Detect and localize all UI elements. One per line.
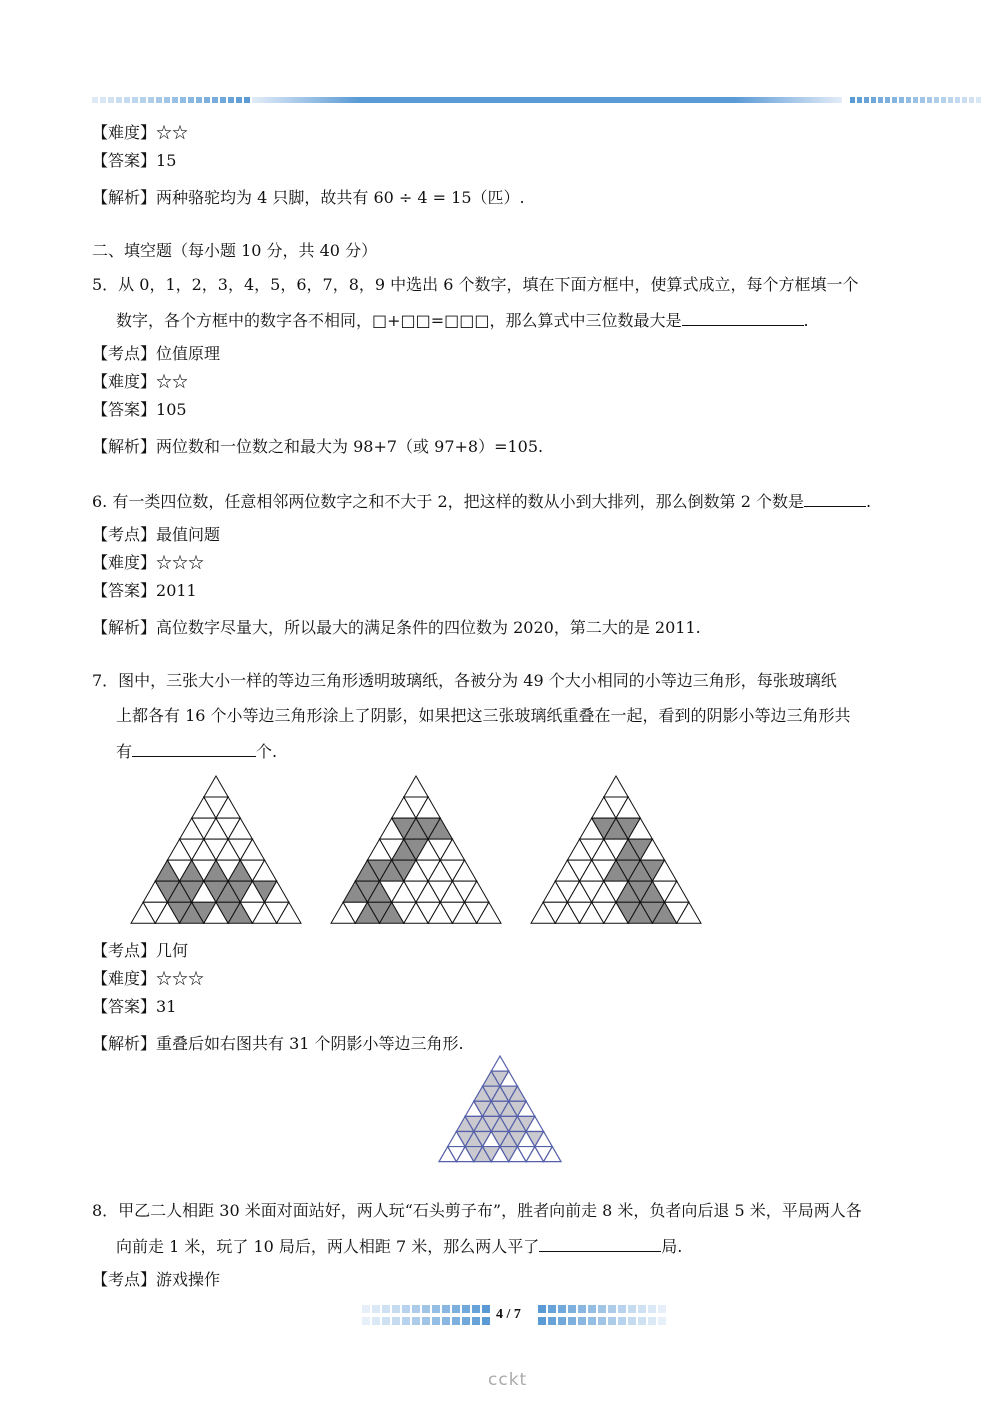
q7-line3: 有 个. — [116, 742, 278, 761]
q4-analysis: 【解析】两种骆驼均为 4 只脚，故共有 60 ÷ 4 = 15（匹）. — [92, 188, 525, 207]
small-triangle — [604, 776, 628, 797]
q8-topic: 【考点】游戏操作 — [92, 1270, 221, 1289]
q5-analysis: 【解析】两位数和一位数之和最大为 98+7（或 97+8）=105. — [92, 437, 544, 456]
q6-line1: 6. 有一类四位数，任意相邻两位数字之和不大于 2，把这样的数从小到大排列，那么倒数第 2 个数是 . — [92, 492, 872, 511]
q5-answer: 【答案】105 — [92, 400, 187, 419]
footer-decoration-left — [362, 1303, 496, 1327]
q5-line1: 5．从 0，1，2，3，4，5，6，7，8，9 中选出 6 个数字，填在下面方框中，使算式成立，每个方框填一个 — [92, 275, 859, 294]
q7-answer-blank[interactable] — [132, 740, 256, 757]
q7-line2: 上都各有 16 个小等边三角形涂上了阴影，如果把这三张玻璃纸重叠在一起，看到的阴影小等边三角形共 — [116, 706, 851, 725]
q7-line1: 7．图中，三张大小一样的等边三角形透明玻璃纸，各被分为 49 个大小相同的小等边三角形，每张玻璃纸 — [92, 671, 837, 690]
small-triangle — [204, 776, 228, 797]
q6-topic: 【考点】最值问题 — [92, 525, 221, 544]
q7-difficulty: 【难度】☆☆☆ — [92, 969, 205, 988]
small-triangle — [404, 776, 428, 797]
small-triangle — [491, 1056, 508, 1071]
header-decoration-bar — [92, 96, 982, 104]
q5-line2: 数字，各个方框中的数字各不相同，□+□□=□□□，那么算式中三位数最大是 . — [116, 311, 809, 330]
section-heading: 二、填空题（每小题 10 分，共 40 分） — [92, 241, 378, 260]
q7-topic: 【考点】几何 — [92, 941, 189, 960]
q5-difficulty: 【难度】☆☆ — [92, 372, 189, 391]
triangle-figure-2 — [330, 775, 502, 928]
q6-difficulty: 【难度】☆☆☆ — [92, 553, 205, 572]
page-number: 4 / 7 — [496, 1307, 521, 1322]
q5-answer-blank[interactable] — [682, 309, 804, 326]
overlay-triangle-figure — [438, 1055, 562, 1165]
q6-answer-blank[interactable] — [804, 490, 866, 507]
q8-answer-blank[interactable] — [539, 1235, 661, 1252]
q6-answer: 【答案】2011 — [92, 581, 197, 600]
footer-decoration-right — [538, 1303, 672, 1327]
q4-difficulty: 【难度】☆☆ — [92, 123, 189, 142]
triangle-figure-1 — [130, 775, 302, 928]
q5-topic: 【考点】位值原理 — [92, 344, 221, 363]
triangle-figure-3 — [530, 775, 702, 928]
q4-answer: 【答案】15 — [92, 151, 177, 170]
q6-analysis: 【解析】高位数字尽量大，所以最大的满足条件的四位数为 2020，第二大的是 2011. — [92, 618, 701, 637]
q8-line2: 向前走 1 米，玩了 10 局后，两人相距 7 米，那么两人平了 局. — [116, 1237, 683, 1256]
q7-analysis: 【解析】重叠后如右图共有 31 个阴影小等边三角形. — [92, 1034, 464, 1053]
q7-answer: 【答案】31 — [92, 997, 177, 1016]
q8-line1: 8．甲乙二人相距 30 米面对面站好，两人玩“石头剪子布”，胜者向前走 8 米，负者向后退 5 米，平局两人各 — [92, 1201, 862, 1220]
watermark-text: cckt — [488, 1370, 528, 1390]
